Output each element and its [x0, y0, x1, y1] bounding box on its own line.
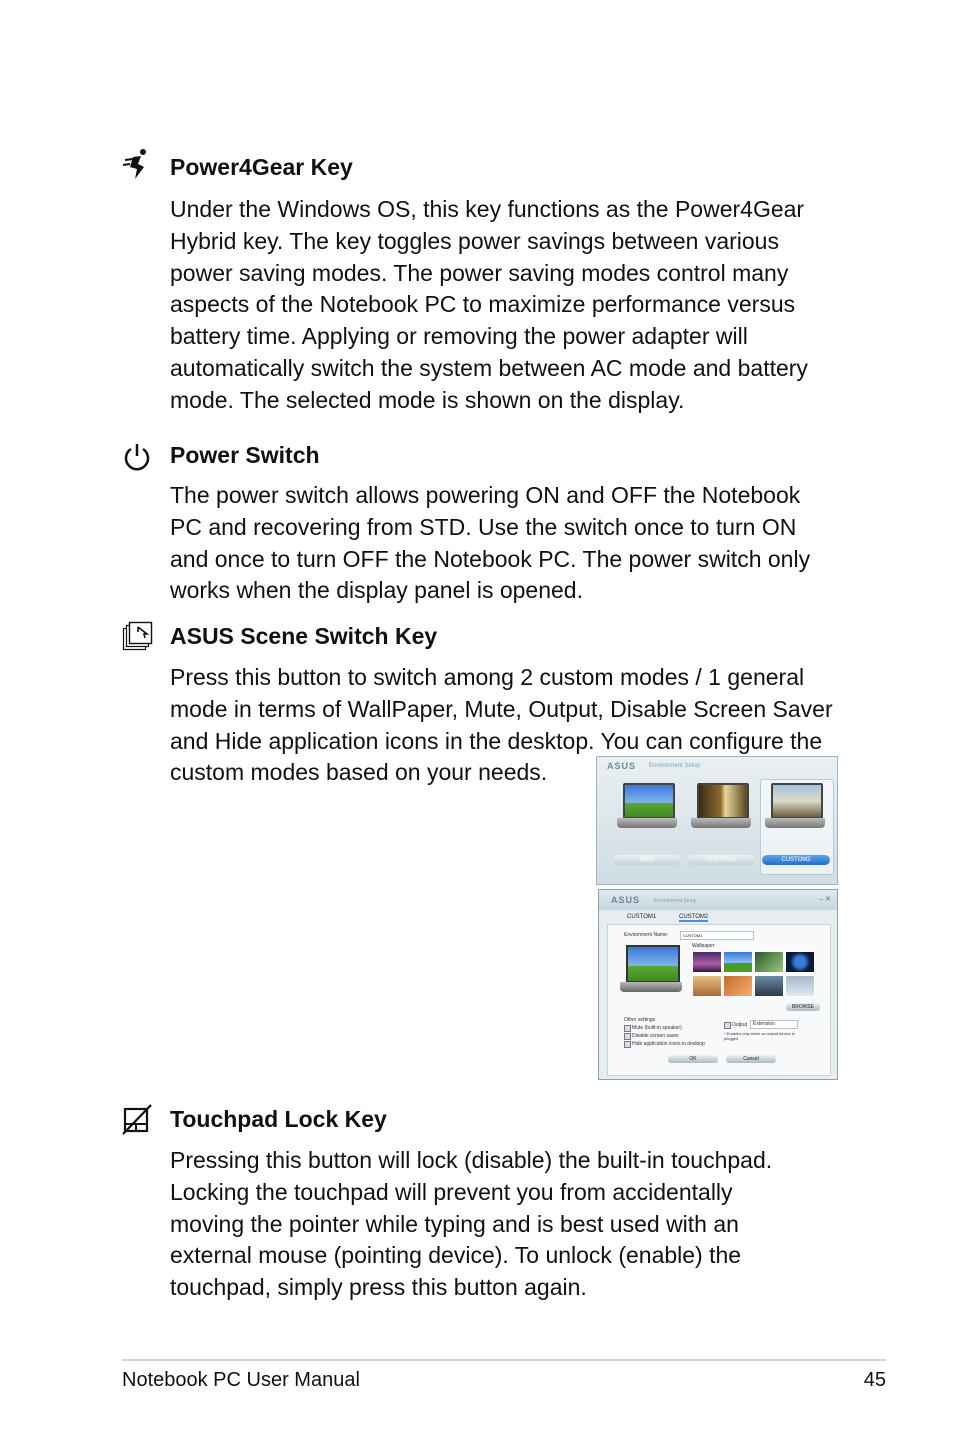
touchpad-lock-description — [170, 1145, 772, 1304]
text-line: automatically switch the system between AC mode and battery — [170, 354, 808, 381]
window-title: Environment Setup — [649, 763, 701, 769]
touchpad-lock-icon — [121, 1103, 153, 1135]
text-line: The power switch allows powering ON and OFF the Notebook — [170, 482, 801, 508]
text-line: Pressing this button will lock (disable) the built-in touchpad. — [170, 1147, 773, 1173]
wallpaper-thumbnail[interactable] — [785, 975, 815, 997]
mode-now-button[interactable]: NOW — [613, 855, 681, 865]
wallpaper-thumbnail[interactable] — [723, 975, 753, 997]
env-name-input[interactable]: CUSTOM2 — [680, 931, 754, 940]
mute-checkbox[interactable] — [624, 1025, 631, 1032]
text-line: and once to turn OFF the Notebook PC. The power switch only — [170, 545, 811, 572]
mute-label: Mute (built-in speaker) — [632, 1025, 682, 1031]
mode-custom1-button[interactable]: CUSTOM1 — [687, 855, 755, 865]
output-select[interactable]: Extension — [750, 1020, 798, 1029]
browse-button[interactable]: BROWSE — [786, 1003, 820, 1011]
scene-switch-heading: ASUS Scene Switch Key — [170, 623, 438, 649]
cancel-button[interactable]: Cancel — [726, 1055, 776, 1063]
tab-custom1[interactable]: CUSTOM1 — [627, 914, 657, 920]
window-controls[interactable]: – ✕ — [819, 896, 831, 903]
power-switch-description — [170, 480, 810, 607]
wallpaper-thumbnail[interactable] — [754, 951, 784, 973]
laptop-now-thumbnail[interactable] — [617, 783, 677, 843]
text-line: custom modes based on your needs. — [170, 759, 548, 786]
laptop-preview — [620, 945, 682, 1007]
environment-setup-screenshot — [598, 889, 838, 1080]
text-line: works when the display panel is opened. — [170, 577, 583, 604]
text-line: aspects of the Notebook PC to maximize performance versus — [170, 291, 796, 318]
text-line: power saving modes. The power saving modes control many — [170, 259, 789, 286]
text-line: mode in terms of WallPaper, Mute, Output, Disable Screen Saver — [170, 695, 833, 722]
power4gear-description — [170, 194, 808, 417]
hide-icons-checkbox[interactable] — [624, 1041, 631, 1048]
laptop-custom1-thumbnail[interactable] — [691, 783, 751, 843]
wallpaper-thumbnail[interactable] — [723, 951, 753, 973]
text-line: moving the pointer while typing and is best used with an — [170, 1210, 739, 1237]
wallpaper-thumbnail[interactable] — [785, 951, 815, 973]
output-label: Output — [732, 1022, 748, 1028]
screensaver-label: Disable screen saver — [632, 1033, 679, 1039]
text-line: Hybrid key. The key toggles power savings between various — [170, 227, 779, 254]
scene-switch-icon — [121, 620, 153, 652]
touchpad-lock-heading: Touchpad Lock Key — [170, 1106, 387, 1132]
text-line: and Hide application icons in the desktop. You can configure the — [170, 727, 823, 754]
wallpaper-thumbnail[interactable] — [692, 951, 722, 973]
settings-panel — [607, 924, 831, 1076]
screensaver-checkbox[interactable] — [624, 1033, 631, 1040]
text-line: Under the Windows OS, this key functions as the Power4Gear — [170, 196, 805, 222]
text-line: Press this button to switch among 2 custom modes / 1 general — [170, 664, 805, 690]
wallpaper-label: Wallpaper — [692, 943, 715, 949]
power-icon — [121, 441, 153, 473]
wallpaper-thumbnail[interactable] — [692, 975, 722, 997]
footer-divider — [122, 1359, 886, 1361]
footer-manual-title: Notebook PC User Manual — [122, 1369, 360, 1391]
window-title: Environment Setup — [654, 898, 697, 904]
mode-custom2-button[interactable]: CUSTOM2 — [762, 855, 830, 865]
ok-button[interactable]: OK — [668, 1055, 718, 1063]
output-checkbox[interactable] — [724, 1022, 731, 1029]
power-switch-heading: Power Switch — [170, 442, 320, 468]
page-number: 45 — [863, 1369, 886, 1391]
tab-custom2[interactable]: CUSTOM2 — [679, 914, 709, 920]
text-line: external mouse (pointing device). To unlock (enable) the — [170, 1242, 742, 1269]
hide-icons-label: Hide application icons in desktop — [632, 1041, 705, 1047]
text-line: mode. The selected mode is shown on the display. — [170, 386, 685, 413]
asus-logo: ASUS — [611, 895, 641, 905]
other-settings-label: Other settings — [624, 1017, 656, 1023]
text-line: battery time. Applying or removing the power adapter will — [170, 323, 748, 350]
text-line: Locking the touchpad will prevent you from accidentally — [170, 1178, 733, 1205]
scene-mode-screenshot — [596, 756, 838, 885]
asus-logo: ASUS — [607, 761, 637, 771]
laptop-custom2-thumbnail[interactable] — [765, 783, 825, 843]
text-line: PC and recovering from STD. Use the switch once to turn ON — [170, 513, 797, 540]
power4gear-icon — [121, 148, 153, 180]
output-note: * Enables only when an output device is plugged — [724, 1031, 795, 1041]
power4gear-heading: Power4Gear Key — [170, 154, 353, 180]
wallpaper-thumbnail[interactable] — [754, 975, 784, 997]
env-name-label: Environment Name: — [624, 932, 669, 938]
text-line: touchpad, simply press this button again. — [170, 1274, 587, 1301]
